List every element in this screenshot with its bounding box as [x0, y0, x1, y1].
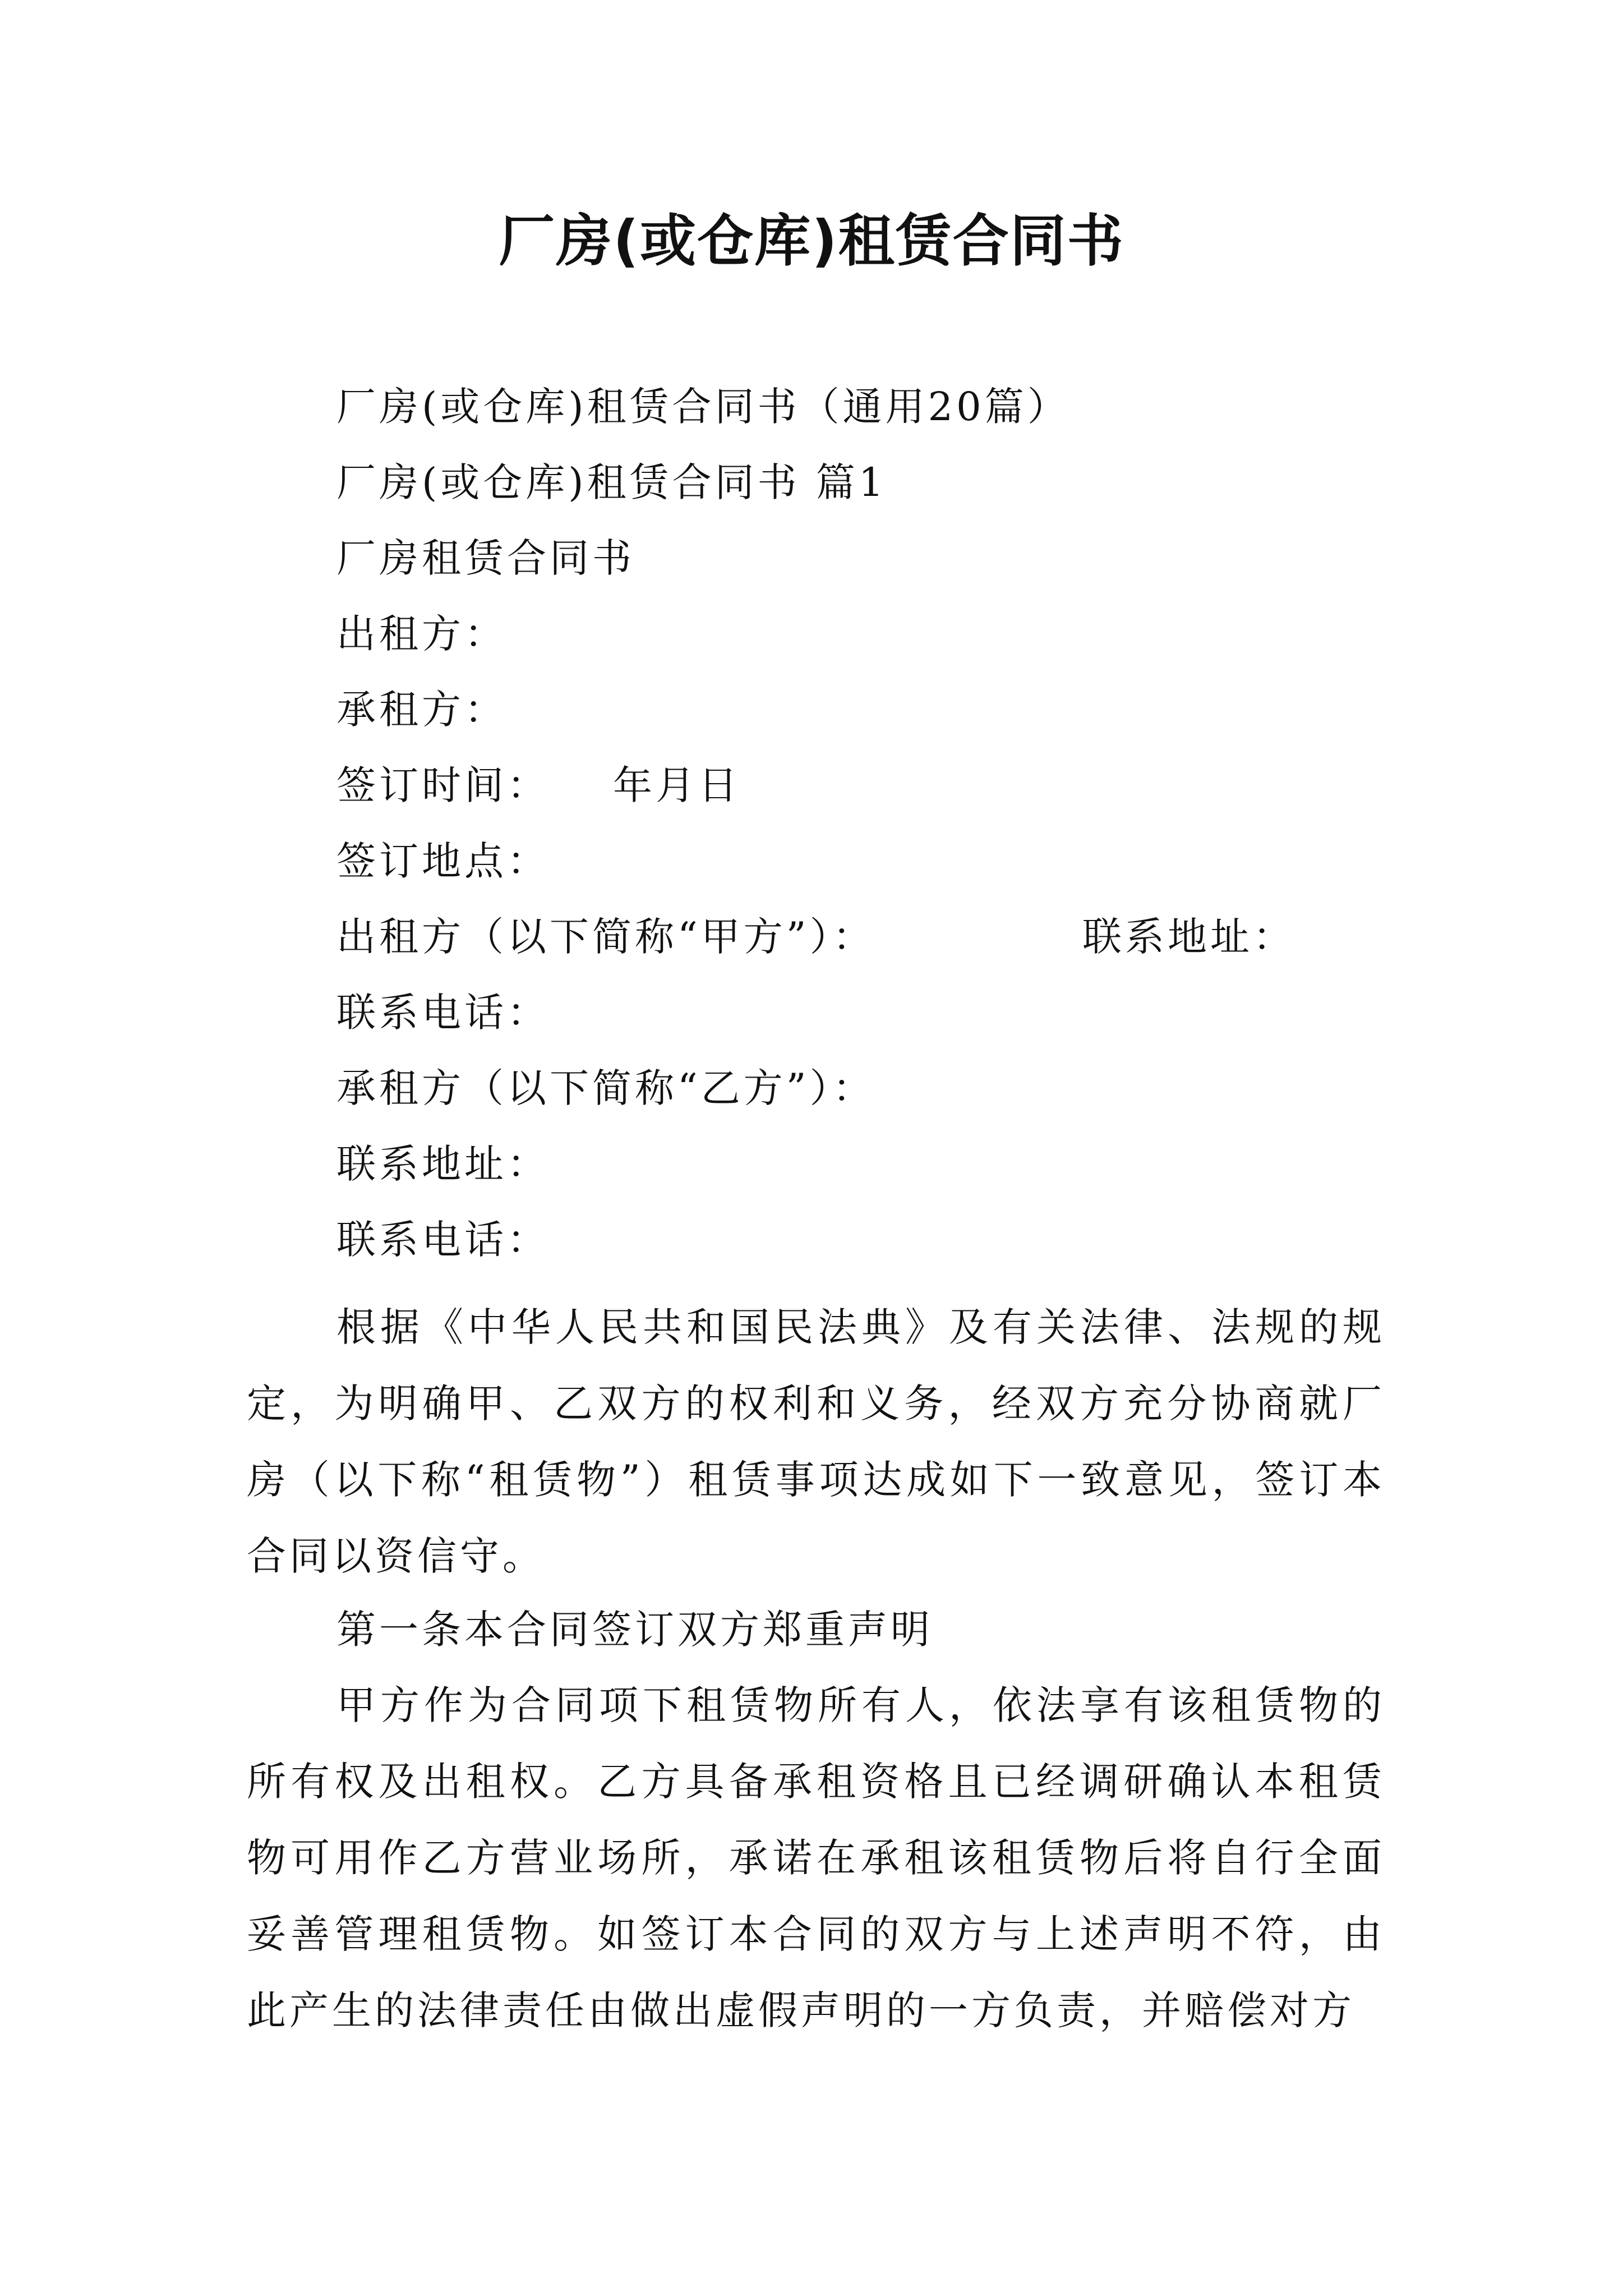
party-b-phone: 联系电话：: [336, 1217, 550, 1263]
article-1-body: 甲方作为合同项下租赁物所有人，依法享有该租赁物的所有权及出租权。乙方具备承租资格且已经调研确认本租赁物可用作乙方营业场所，承诺在承租该租赁物后将自行全面妥善管理租赁物。如签订本合同的双方与上述声明不符，由此产生的法律责任由做出虚假声明的一方负责，并赔偿对方: [247, 1682, 1385, 2033]
sign-date-line: 签订时间： 年月日: [336, 762, 741, 808]
lessee-line: 承租方：: [336, 687, 507, 733]
contract-name: 厂房租赁合同书: [336, 535, 635, 581]
party-a-phone: 联系电话：: [336, 990, 550, 1036]
party-a-address: 联系地址：: [1082, 914, 1295, 960]
party-b-address: 联系地址：: [336, 1141, 550, 1187]
preamble-paragraph: 根据《中华人民共和国民法典》及有关法律、法规的规定，为明确甲、乙双方的权利和义务，经双方充分协商就厂房（以下称“租赁物”）租赁事项达成如下一致意见，签订本合同以资信守。: [247, 1304, 1385, 1579]
document-title: 厂房(或仓库)租赁合同书: [499, 208, 1124, 274]
article-1-heading: 第一条本合同签订双方郑重声明: [336, 1607, 933, 1653]
piece-title: 厂房(或仓库)租赁合同书 篇1: [336, 459, 887, 505]
lessor-line: 出租方：: [336, 611, 507, 657]
sign-place-line: 签订地点：: [336, 838, 550, 884]
party-b-line: 承租方（以下简称“乙方”）：: [336, 1065, 875, 1111]
collection-title: 厂房(或仓库)租赁合同书（通用20篇）: [336, 384, 1070, 430]
party-a-line: 出租方（以下简称“甲方”）：: [336, 914, 875, 960]
